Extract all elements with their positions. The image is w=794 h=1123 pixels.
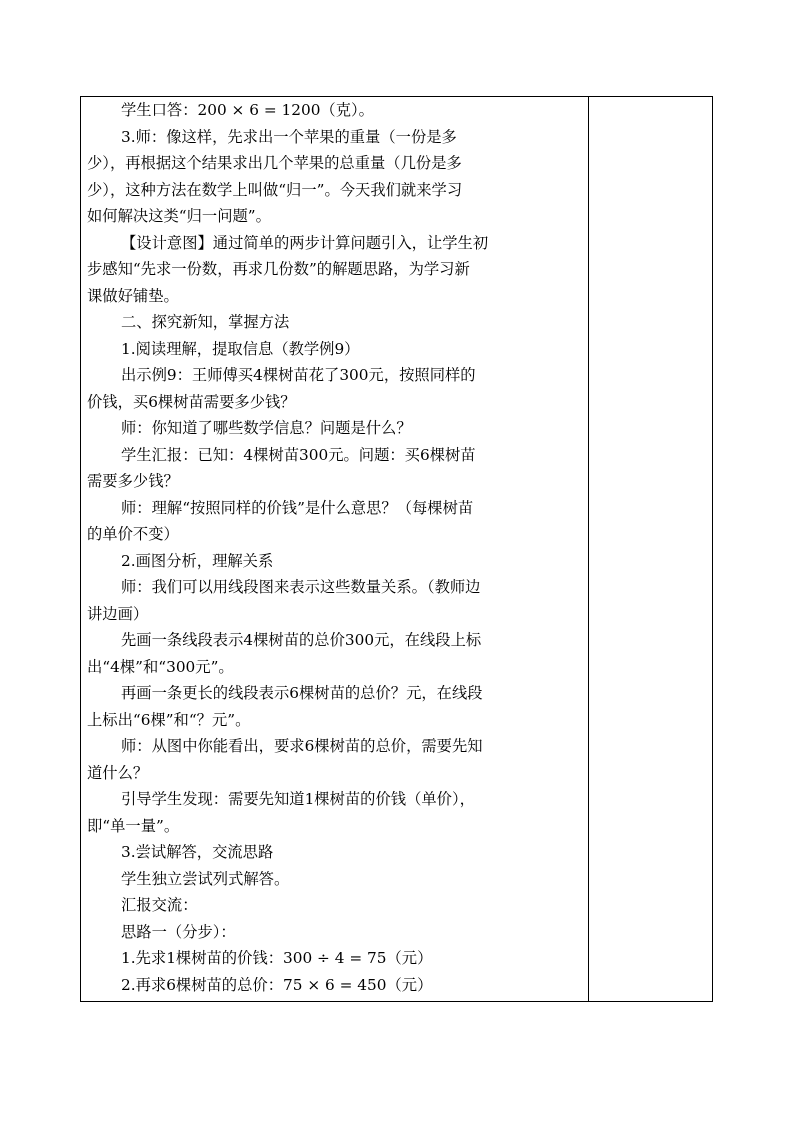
text-line: 师：从图中你能看出，要求6棵树苗的总价，需要先知 xyxy=(121,737,483,755)
text-line: 1.先求1棵树苗的价钱：300 ÷ 4 = 75（元） xyxy=(121,949,433,967)
text-line: 2.画图分析，理解关系 xyxy=(121,551,274,570)
text-line: 少），再根据这个结果求出几个苹果的总重量（几份是多 xyxy=(87,154,462,172)
text-line: 师：我们可以用线段图来表示这些数量关系。（教师边 xyxy=(121,578,481,596)
text-line: 步感知“先求一份数，再求几份数”的解题思路，为学习新 xyxy=(87,260,470,278)
text-line: 二、探究新知，掌握方法 xyxy=(121,313,290,331)
text-line: 出示例9：王师傅买4棵树苗花了300元，按照同样的 xyxy=(121,366,476,384)
text-line: 学生汇报：已知：4棵树苗300元。问题：买6棵树苗 xyxy=(121,445,476,464)
text-line: 学生独立尝试列式解答。 xyxy=(121,869,290,888)
text-line: 上标出“6棵”和“？元”。 xyxy=(87,710,251,729)
text-line: 2.再求6棵树苗的总价：75 × 6 = 450（元） xyxy=(121,975,433,994)
lesson-content-cell xyxy=(87,97,581,998)
text-line: 讲边画） xyxy=(87,604,149,623)
text-line: 的单价不变） xyxy=(87,525,179,543)
text-line: 再画一条更长的线段表示6棵树苗的总价？元，在线段 xyxy=(121,684,483,702)
text-line: 出“4棵”和“300元”。 xyxy=(87,657,234,676)
text-line: 即“单一量”。 xyxy=(87,816,180,835)
text-line: 引导学生发现：需要先知道1棵树苗的价钱（单价）， xyxy=(121,790,475,808)
text-line: 师：你知道了哪些数学信息？问题是什么？ xyxy=(121,419,412,437)
text-line: 道什么？ xyxy=(87,763,149,782)
lesson-table xyxy=(80,96,713,1002)
text-line: 师：理解“按照同样的价钱”是什么意思？（每棵树苗 xyxy=(121,498,474,517)
text-line: 需要多少钱？ xyxy=(87,472,179,490)
text-line: 如何解决这类“归一问题”。 xyxy=(87,207,271,225)
text-line: 课做好铺垫。 xyxy=(87,286,179,305)
text-line: 思路一（分步）： xyxy=(121,922,236,941)
text-line: 先画一条线段表示4棵树苗的总价300元，在线段上标 xyxy=(121,631,482,649)
text-line: 【设计意图】通过简单的两步计算问题引入，让学生初 xyxy=(121,233,489,252)
text-line: 汇报交流： xyxy=(121,896,198,914)
text-line: 3.尝试解答，交流思路 xyxy=(121,843,274,861)
text-line: 1.阅读理解，提取信息（教学例9） xyxy=(121,339,360,358)
text-line: 少），这种方法在数学上叫做“归一”。今天我们就来学习 xyxy=(87,180,463,199)
text-line: 学生口答：200 × 6 = 1200（克）。 xyxy=(121,101,374,119)
text-line: 价钱，买6棵树苗需要多少钱？ xyxy=(87,392,296,411)
text-line: 3.师：像这样，先求出一个苹果的重量（一份是多 xyxy=(121,127,457,146)
notes-cell xyxy=(589,97,713,1001)
